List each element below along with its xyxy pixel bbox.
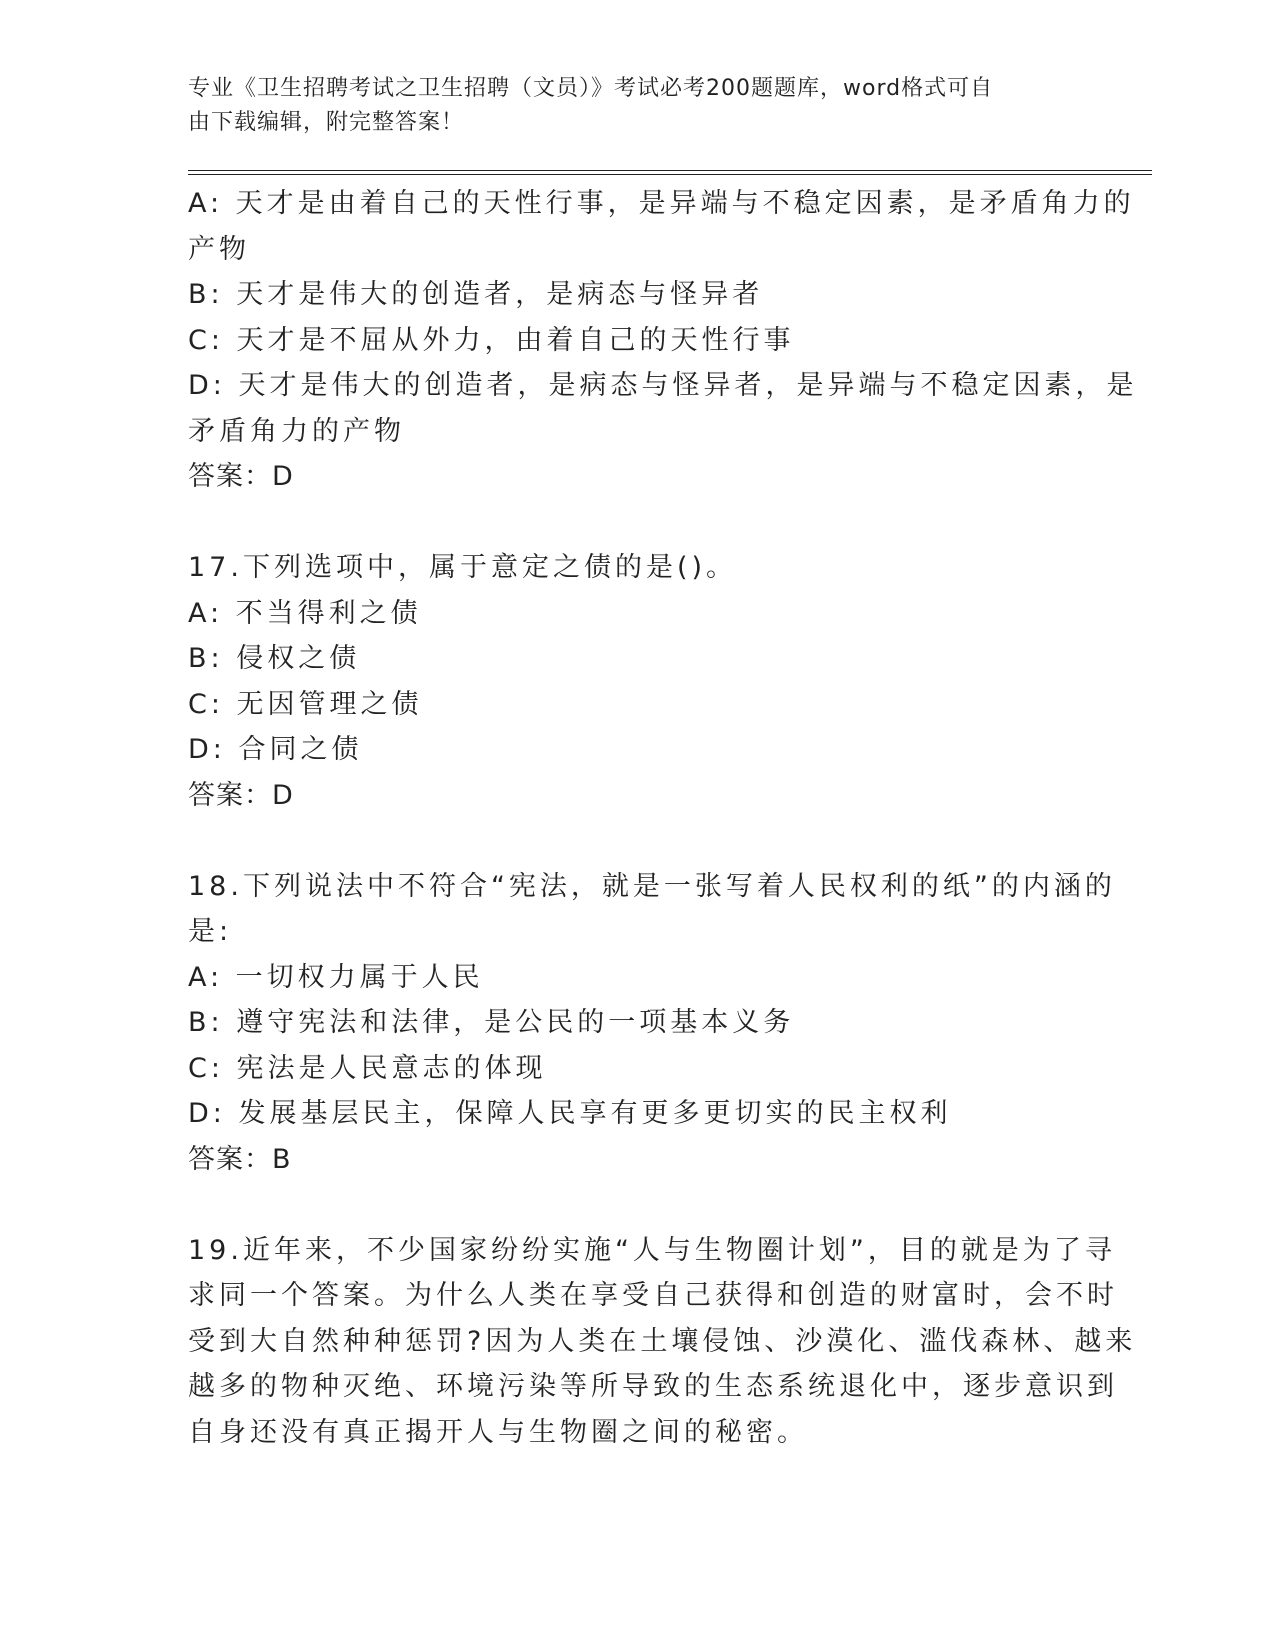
header-line-2: 由下载编辑，附完整答案！ xyxy=(188,110,465,135)
q18-answer: 答案：B xyxy=(188,1143,292,1175)
question-17-block xyxy=(188,545,1088,818)
q19-stem-line2: 求同一个答案。为什么人类在享受自己获得和创造的财富时，会不时 xyxy=(188,1280,1118,1311)
q18-option-d: D: 发展基层民主，保障人民享有更多更切实的民主权利 xyxy=(188,1098,952,1129)
document-header xyxy=(188,72,1068,140)
q18-option-a: A: 一切权力属于人民 xyxy=(188,961,484,993)
q17-option-c: C: 无因管理之债 xyxy=(188,688,423,720)
q17-option-d: D: 合同之债 xyxy=(188,734,363,765)
q19-stem-line5: 自身还没有真正揭开人与生物圈之间的秘密。 xyxy=(188,1416,808,1448)
question-18-block xyxy=(188,864,1116,1183)
q19-stem-line3: 受到大自然种种惩罚?因为人类在土壤侵蚀、沙漠化、滥伐森林、越来 xyxy=(188,1325,1137,1357)
q16-option-a-line1: A: 天才是由着自己的天性行事，是异端与不稳定因素，是矛盾角力的 xyxy=(188,188,1135,219)
q18-option-b: B: 遵守宪法和法律，是公民的一项基本义务 xyxy=(188,1007,795,1038)
q17-option-b: B: 侵权之债 xyxy=(188,643,361,674)
spacer xyxy=(188,818,1088,864)
header-line-1: 专业《卫生招聘考试之卫生招聘（文员）》考试必考200题题库，word格式可自 xyxy=(188,76,994,101)
q18-stem-line2: 是: xyxy=(188,916,233,947)
q19-stem-line1: 19.近年来，不少国家纷纷实施“人与生物圈计划”，目的就是为了寻 xyxy=(188,1234,1116,1266)
q16-option-b: B: 天才是伟大的创造者，是病态与怪异者 xyxy=(188,279,764,310)
q16-option-a-line2: 产物 xyxy=(188,233,250,265)
spacer xyxy=(188,1182,1088,1228)
q18-option-c: C: 宪法是人民意志的体现 xyxy=(188,1052,547,1084)
q18-stem-line1: 18.下列说法中不符合“宪法，就是一张写着人民权利的纸”的内涵的 xyxy=(188,870,1116,902)
question-16-block xyxy=(188,181,1138,500)
document-page xyxy=(188,72,1138,1455)
q16-option-c: C: 天才是不屈从外力，由着自己的天性行事 xyxy=(188,324,795,356)
q16-option-d-line1: D: 天才是伟大的创造者，是病态与怪异者，是异端与不稳定因素，是 xyxy=(188,370,1138,401)
q17-answer: 答案：D xyxy=(188,779,294,811)
q17-stem: 17.下列选项中，属于意定之债的是()。 xyxy=(188,552,738,583)
q16-answer: 答案：D xyxy=(188,461,294,492)
q16-option-d-line2: 矛盾角力的产物 xyxy=(188,415,405,447)
q19-stem-line4: 越多的物种灭绝、环境污染等所导致的生态系统退化中，逐步意识到 xyxy=(188,1371,1118,1402)
q17-option-a: A: 不当得利之债 xyxy=(188,597,422,629)
header-rule xyxy=(188,170,1152,175)
question-content xyxy=(188,181,1138,1455)
spacer xyxy=(188,500,1088,546)
question-19-block xyxy=(188,1228,1137,1456)
